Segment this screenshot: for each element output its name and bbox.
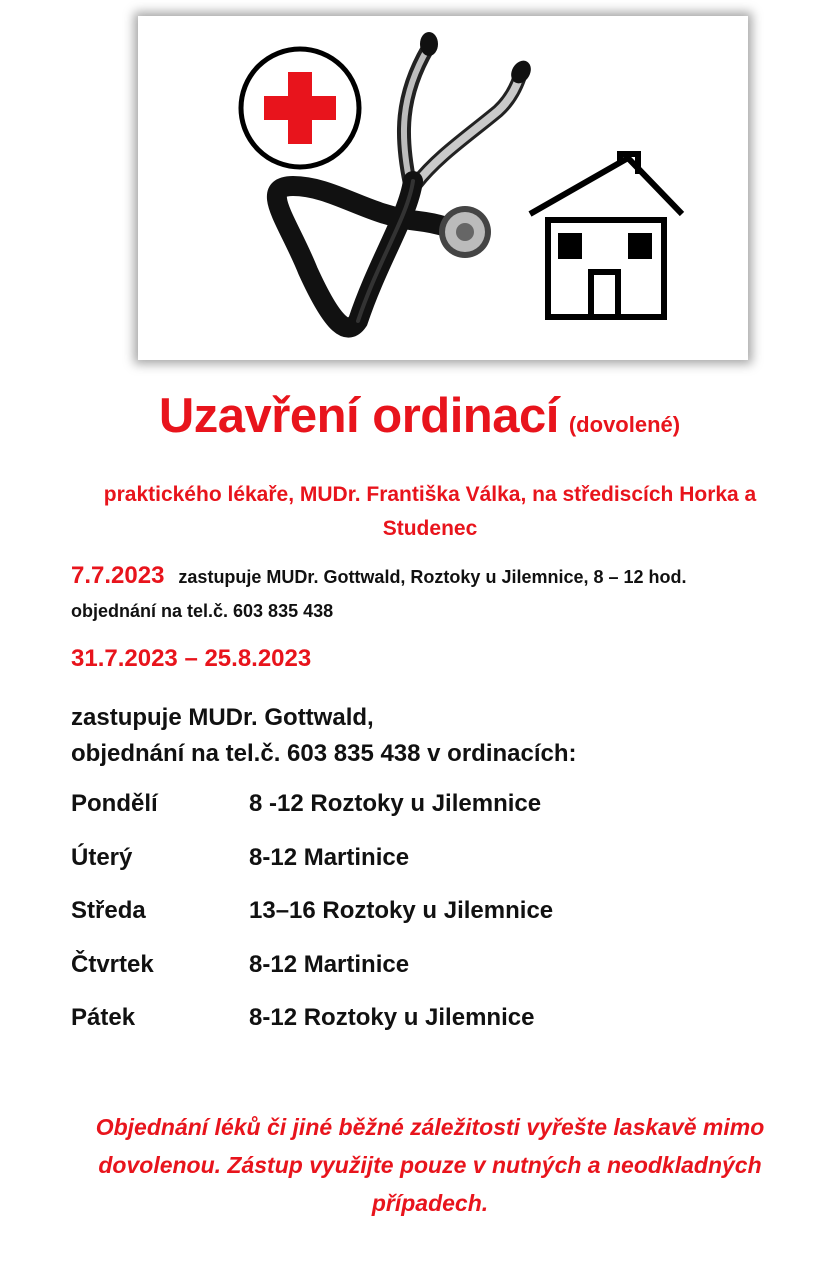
first-closure-phone: objednání na tel.č. 603 835 438 bbox=[71, 601, 334, 621]
page-title bbox=[0, 388, 839, 444]
substitute-line: zastupuje MUDr. Gottwald, bbox=[71, 704, 374, 731]
doctor-subtitle: praktického lékaře, MUDr. Františka Válka, na střediscích Horka a Studenec bbox=[103, 483, 757, 540]
house-icon bbox=[530, 154, 682, 317]
schedule-day: Čtvrtek bbox=[71, 950, 154, 978]
first-closure-row bbox=[71, 562, 687, 590]
schedule-day: Pátek bbox=[71, 1004, 136, 1031]
schedule-hours: 13–16 Roztoky u Jilemnice bbox=[249, 897, 554, 924]
title-suffix: (dovolené) bbox=[568, 412, 681, 437]
schedule-day: Pondělí bbox=[71, 790, 158, 817]
first-closure-note: zastupuje MUDr. Gottwald, Roztoky u Jilemnice, 8 – 12 hod. bbox=[178, 567, 687, 587]
red-cross-icon bbox=[241, 49, 359, 167]
footer-note: Objednání léků či jiné běžné záležitosti vyřešte laskavě mimo dovolenou. Zástup využijte pouze v nutných a neodkladných případech. bbox=[95, 1114, 765, 1216]
schedule-hours: 8 -12 Roztoky u Jilemnice bbox=[249, 790, 542, 817]
schedule-hours: 8-12 Martinice bbox=[249, 950, 410, 978]
second-closure-date-range: 31.7.2023 – 25.8.2023 bbox=[71, 645, 312, 672]
first-closure-date: 7.7.2023 bbox=[71, 562, 165, 589]
schedule-day: Úterý bbox=[71, 843, 133, 871]
second-closure-info bbox=[71, 700, 577, 772]
phone-line: objednání na tel.č. 603 835 438 v ordinacích: bbox=[71, 740, 577, 767]
header-illustration bbox=[138, 16, 748, 360]
title-main: Uzavření ordinací bbox=[158, 389, 559, 443]
schedule-hours: 8-12 Roztoky u Jilemnice bbox=[249, 1004, 535, 1031]
schedule-hours: 8-12 Martinice bbox=[249, 843, 410, 871]
schedule-day: Středa bbox=[71, 897, 146, 924]
